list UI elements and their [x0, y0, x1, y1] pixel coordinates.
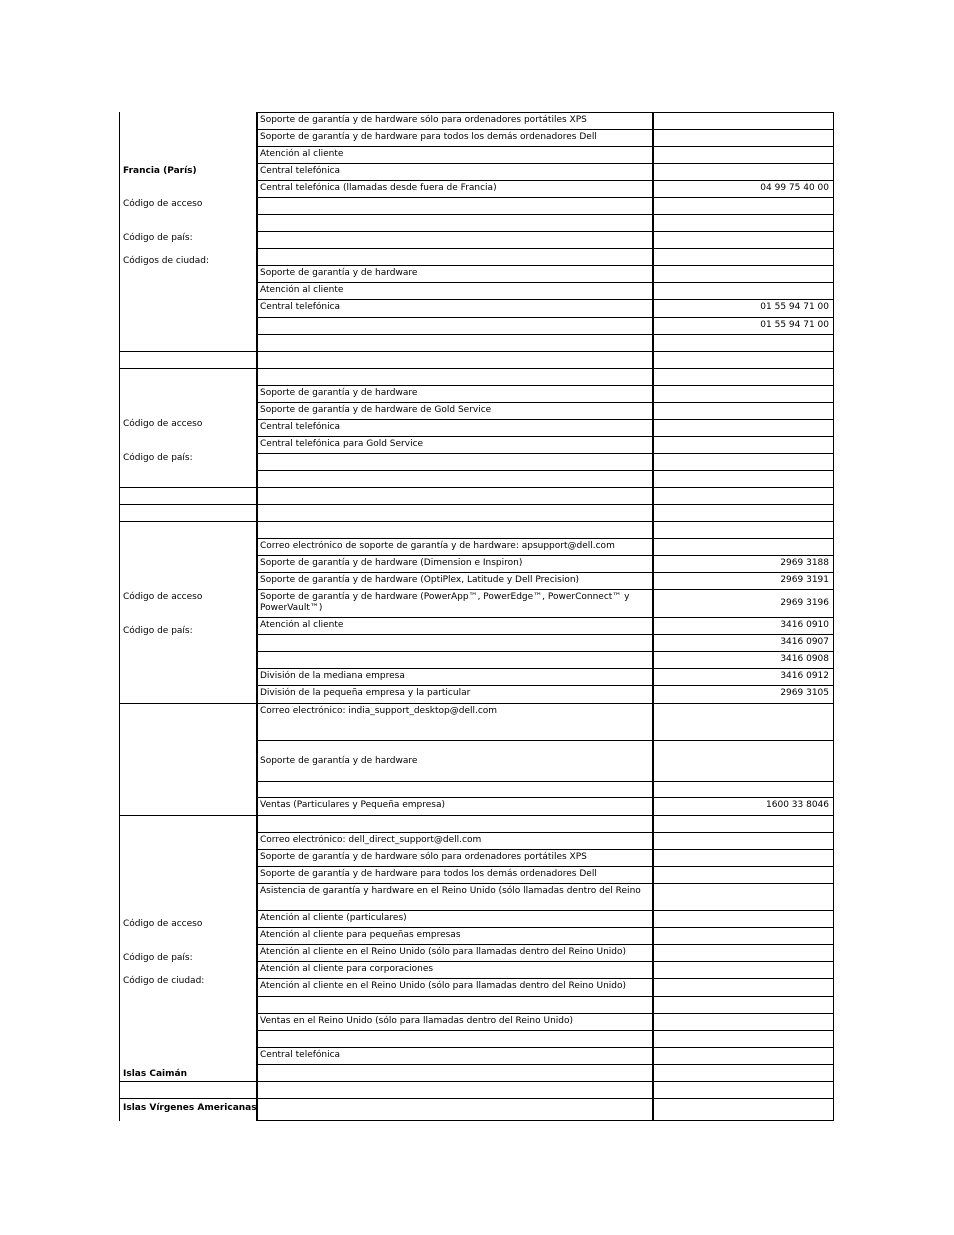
service-cell: Soporte de garantía y de hardware sólo para ordenadores portátiles XPS [260, 852, 587, 862]
service-cell: Ventas en el Reino Unido (sólo para llamadas dentro del Reino Unido) [260, 1016, 574, 1026]
service-cell: Atención al cliente (particulares) [260, 913, 407, 923]
service-cell: Ventas (Particulares y Pequeña empresa) [260, 800, 445, 810]
row-divider [256, 368, 834, 369]
row-divider [256, 265, 834, 266]
code-label: Código de país: [123, 233, 193, 243]
code-label: Código de país: [123, 953, 193, 963]
row-divider [256, 978, 834, 979]
phone-number-cell: 3416 0907 [780, 637, 829, 647]
row-divider [256, 703, 834, 704]
row-divider [256, 538, 834, 539]
service-cell: División de la mediana empresa [260, 671, 405, 681]
code-label: Código de acceso [123, 592, 203, 602]
row-divider [256, 1064, 834, 1065]
service-cell: Soporte de garantía y de hardware [260, 756, 418, 766]
row-divider [256, 849, 834, 850]
row-divider [256, 1013, 834, 1014]
service-cell: Soporte de garantía y de hardware sólo para ordenadores portátiles XPS [260, 115, 587, 125]
service-cell: Soporte de garantía y de hardware [260, 388, 418, 398]
row-divider [256, 996, 834, 997]
row-divider [256, 146, 834, 147]
country-label: Francia (París) [123, 166, 197, 176]
row-divider [256, 282, 834, 283]
service-cell: Atención al cliente en el Reino Unido (sólo para llamadas dentro del Reino Unido) [260, 947, 627, 957]
service-cell: Atención al cliente para pequeñas empresas [260, 930, 461, 940]
service-cell: Central telefónica [260, 302, 341, 312]
row-divider [256, 385, 834, 386]
row-divider [256, 740, 834, 741]
row-divider [256, 351, 834, 352]
phone-number-cell: 3416 0912 [780, 671, 829, 681]
service-cell: Central telefónica (llamadas desde fuera de Francia) [260, 183, 497, 193]
row-divider [256, 402, 834, 403]
row-divider [256, 634, 834, 635]
code-label: Código de acceso [123, 919, 203, 929]
phone-number-cell: 3416 0910 [780, 620, 829, 630]
row-divider [256, 589, 834, 590]
service-cell: Soporte de garantía y de hardware (PowerApp™, PowerEdge™, PowerConnect™ y PowerVault™) [260, 592, 630, 613]
service-cell: Soporte de garantía y de hardware (Dimension e Inspiron) [260, 558, 523, 568]
code-label: Código de país: [123, 626, 193, 636]
row-divider [256, 1098, 834, 1099]
code-label: Código de país: [123, 453, 193, 463]
row-divider [256, 961, 834, 962]
service-cell: Soporte de garantía y de hardware de Gold Service [260, 405, 492, 415]
service-cell: Soporte de garantía y de hardware [260, 268, 418, 278]
group-divider [119, 1098, 256, 1099]
row-divider [256, 1120, 834, 1121]
code-label: Código de acceso [123, 419, 203, 429]
row-divider [256, 470, 834, 471]
row-divider [256, 112, 834, 113]
group-divider [119, 504, 256, 505]
row-divider [256, 651, 834, 652]
row-divider [256, 781, 834, 782]
table-border-left [119, 112, 120, 1121]
row-divider [256, 883, 834, 884]
row-divider [256, 617, 834, 618]
group-divider [119, 521, 256, 522]
row-divider [256, 927, 834, 928]
phone-number-cell: 04 99 75 40 00 [760, 183, 829, 193]
row-divider [256, 944, 834, 945]
country-label: Islas Caimán [123, 1069, 187, 1079]
service-cell: Central telefónica para Gold Service [260, 439, 424, 449]
service-cell: Central telefónica [260, 166, 341, 176]
service-cell: Central telefónica [260, 1050, 341, 1060]
row-divider [256, 419, 834, 420]
service-cell: División de la pequeña empresa y la particular [260, 688, 471, 698]
row-divider [256, 163, 834, 164]
row-divider [256, 504, 834, 505]
service-cell: Soporte de garantía y de hardware para todos los demás ordenadores Dell [260, 869, 597, 879]
service-cell: Atención al cliente en el Reino Unido (sólo para llamadas dentro del Reino Unido) [260, 981, 627, 991]
row-divider [256, 832, 834, 833]
group-divider [119, 368, 256, 369]
phone-number-cell: 2969 3105 [780, 688, 829, 698]
service-cell: Soporte de garantía y de hardware (OptiPlex, Latitude y Dell Precision) [260, 575, 580, 585]
row-divider [256, 521, 834, 522]
row-divider [256, 797, 834, 798]
phone-number-cell: 2969 3188 [780, 558, 829, 568]
service-cell: Atención al cliente [260, 620, 344, 630]
phone-number-cell: 01 55 94 71 00 [760, 320, 829, 330]
row-divider [256, 1047, 834, 1048]
row-divider [256, 299, 834, 300]
row-divider [256, 248, 834, 249]
row-divider [256, 815, 834, 816]
row-divider [256, 334, 834, 335]
row-divider [256, 436, 834, 437]
service-cell: Asistencia de garantía y hardware en el Reino Unido (sólo llamadas dentro del Reino [260, 886, 641, 896]
service-cell: Atención al cliente [260, 285, 344, 295]
row-divider [256, 572, 834, 573]
group-divider [119, 703, 256, 704]
row-divider [256, 197, 834, 198]
phone-number-cell: 3416 0908 [780, 654, 829, 664]
phone-number-cell: 01 55 94 71 00 [760, 302, 829, 312]
phone-number-cell: 2969 3191 [780, 575, 829, 585]
service-cell: Atención al cliente para corporaciones [260, 964, 434, 974]
row-divider [256, 180, 834, 181]
service-cell: Soporte de garantía y de hardware para todos los demás ordenadores Dell [260, 132, 597, 142]
country-label: Islas Vírgenes Americanas [123, 1103, 257, 1113]
group-divider [119, 487, 256, 488]
service-cell: Correo electrónico de soporte de garantía y de hardware: apsupport@dell.com [260, 541, 615, 551]
service-cell: Correo electrónico: dell_direct_support@dell.com [260, 835, 482, 845]
service-cell: Atención al cliente [260, 149, 344, 159]
row-divider [256, 214, 834, 215]
row-divider [256, 685, 834, 686]
group-divider [119, 815, 256, 816]
row-divider [256, 866, 834, 867]
row-divider [256, 555, 834, 556]
row-divider [256, 910, 834, 911]
row-divider [256, 487, 834, 488]
row-divider [256, 1081, 834, 1082]
group-divider [119, 1081, 256, 1082]
row-divider [256, 668, 834, 669]
row-divider [256, 453, 834, 454]
phone-number-cell: 1600 33 8046 [766, 800, 829, 810]
row-divider [256, 317, 834, 318]
code-label: Códigos de ciudad: [123, 256, 210, 266]
row-divider [256, 231, 834, 232]
service-cell: Central telefónica [260, 422, 341, 432]
code-label: Código de acceso [123, 199, 203, 209]
group-divider [119, 351, 256, 352]
service-cell: Correo electrónico: india_support_desktop@dell.com [260, 706, 498, 716]
row-divider [256, 129, 834, 130]
row-divider [256, 1030, 834, 1031]
phone-number-cell: 2969 3196 [780, 598, 829, 608]
code-label: Código de ciudad: [123, 976, 205, 986]
